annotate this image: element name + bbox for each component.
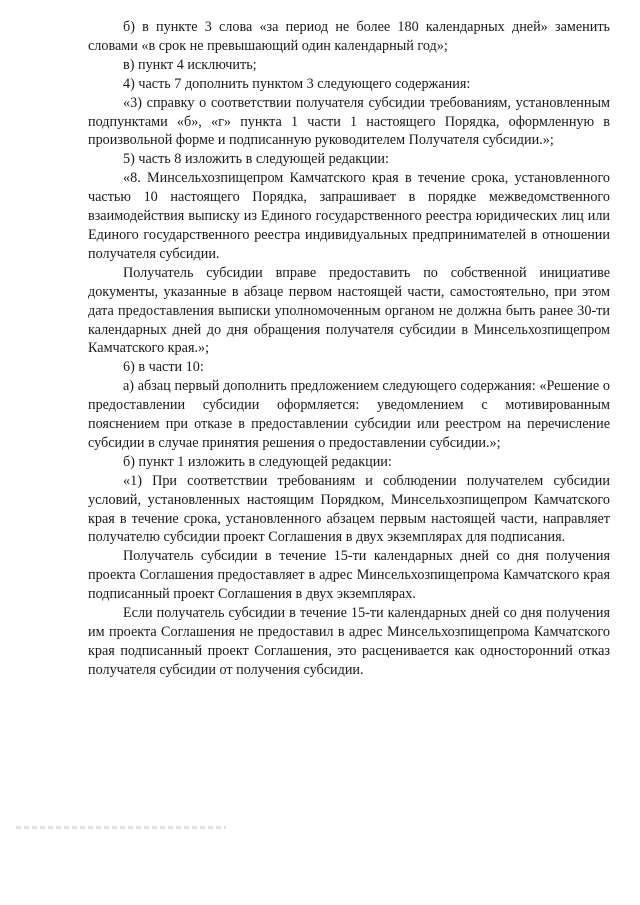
- paragraph: 5) часть 8 изложить в следующей редакции:: [123, 151, 389, 168]
- paragraph: «3) справку о соответствии получателя субсидии требованиям, установленным подпунктами «б», «г» пункта 1 части 1 настоящего Порядка, оформленную в произвольной форме и подписанную руководителем Получателя субсидии.»;: [88, 94, 610, 149]
- paragraph: «8. Минсельхозпищепром Камчатского края в течение срока, установленного частью 10 настоящего Порядка, запрашивает в порядке межведомственного взаимодействия выписку из Единого государственного реестра юридических лиц или Единого государственного реестра индивидуальных предпринимателей в отношении получателя субсидии.: [88, 170, 610, 262]
- paragraph: 6) в части 10:: [123, 359, 204, 376]
- paragraph: Если получатель субсидии в течение 15-ти календарных дней со дня получения им проекта Соглашения не предоставил в адрес Минсельхозпищепрома Камчатского края подписанный проект Соглашения, это расценивается как односторонний отказ получателя субсидии от получения субсидии.: [88, 605, 610, 678]
- paragraph: «1) При соответствии требованиям и соблюдении получателем субсидии условий, установленных настоящим Порядком, Минсельхозпищепром Камчатского края в течение срока, установленного абзацем первым настоящей части, направляет получателю субсидии проект Соглашения в двух экземплярах для подписания.: [88, 472, 610, 546]
- document-page: [88, 18, 610, 680]
- paragraph: Получатель субсидии вправе предоставить по собственной инициативе документы, указанные в абзаце первом настоящей части, самостоятельно, при этом дата предоставления выписки уполномоченным органом не должна быть ранее 30-ти календарных дней до дня обращения получателя субсидии в Минсельхозпищепром Камчатского края.»;: [88, 264, 610, 357]
- paragraph: а) абзац первый дополнить предложением следующего содержания: «Решение о предоставлении субсидии оформляется: уведомлением с мотивированным пояснением при отказе в предоставлении субсидии или реестром на перечисление субсидии в случае принятия решения о предоставлении субсидии.»;: [88, 378, 610, 451]
- paragraph: в) пункт 4 исключить;: [123, 56, 257, 73]
- scan-artifact: [16, 826, 226, 829]
- paragraph: 4) часть 7 дополнить пунктом 3 следующего содержания:: [123, 75, 471, 92]
- paragraph: б) пункт 1 изложить в следующей редакции:: [123, 453, 392, 470]
- paragraph: Получатель субсидии в течение 15-ти календарных дней со дня получения проекта Соглашения предоставляет в адрес Минсельхозпищепрома Камчатского края подписанный проект Соглашения в двух экземплярах.: [88, 548, 610, 603]
- paragraph: б) в пункте 3 слова «за период не более 180 календарных дней» заменить словами «в срок не превышающий один календарный год»;: [88, 19, 610, 54]
